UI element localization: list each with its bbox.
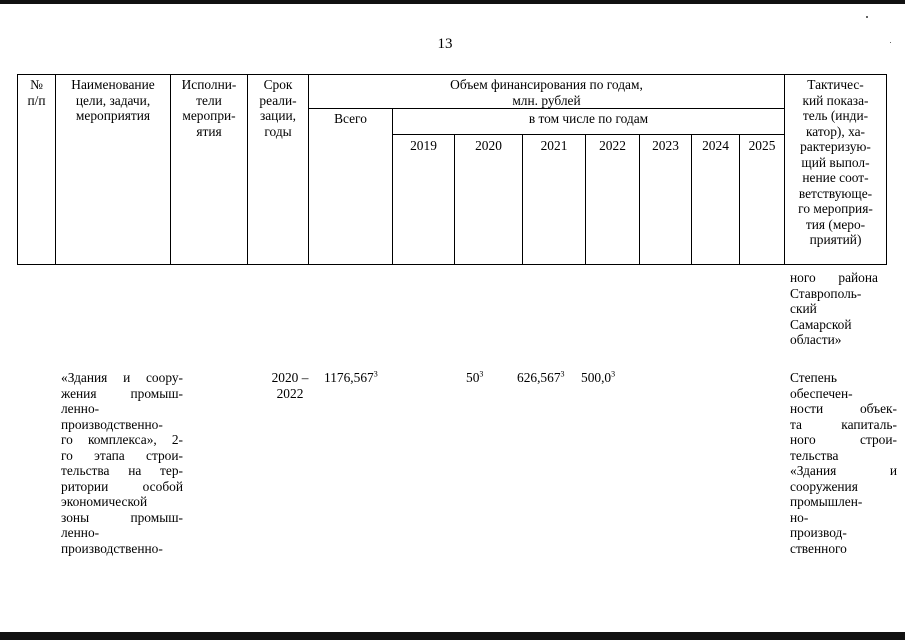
value: 50 xyxy=(466,370,480,385)
value: 1176,567 xyxy=(324,370,374,385)
value: 500,0 xyxy=(581,370,612,385)
text-line: тельства на тер- xyxy=(61,463,183,478)
activity-name xyxy=(61,370,183,556)
header-total: Всего xyxy=(334,111,367,126)
grid-line xyxy=(691,134,692,265)
activity-indicator xyxy=(790,370,897,556)
grid-line xyxy=(392,134,784,135)
header-year: 2023 xyxy=(652,138,679,153)
text-line: «Здания и xyxy=(790,463,897,478)
footnote-mark: 3 xyxy=(611,369,616,379)
funding-total xyxy=(324,370,378,386)
grid-line xyxy=(585,134,586,265)
header-name: Наименование цели, задачи, мероприятия xyxy=(71,77,155,123)
funding-2020 xyxy=(466,370,483,386)
header-executors: Исполни- тели меропри- ятия xyxy=(181,77,237,139)
text-line: Самарской xyxy=(790,316,852,332)
text-line: производственно- xyxy=(61,416,163,432)
table-header-grid xyxy=(17,74,887,265)
text-line: ленно- xyxy=(61,525,100,540)
header-year: 2025 xyxy=(748,138,776,153)
text-line: ности объек- xyxy=(790,401,897,416)
footnote-mark: 3 xyxy=(373,369,378,379)
grid-line xyxy=(308,108,784,109)
header-year: 2021 xyxy=(540,138,568,153)
text-line: тельства xyxy=(790,447,839,463)
text-line: ственного xyxy=(790,540,847,556)
header-year: 2024 xyxy=(702,138,729,153)
grid-line xyxy=(739,134,740,265)
text-line: зоны промыш- xyxy=(61,509,183,525)
header-including-years: в том числе по годам xyxy=(528,111,649,126)
funding-2022 xyxy=(581,370,615,386)
text-line: ленно- xyxy=(61,401,100,416)
scan-speck xyxy=(890,42,891,43)
header-funding: Объем финансирования по годам, млн. рублей xyxy=(450,77,643,108)
text-line: но- xyxy=(790,509,809,525)
text-line: та капиталь- xyxy=(790,416,897,432)
scan-speck xyxy=(866,16,868,18)
header-number: № п/п xyxy=(27,77,46,108)
text-line: обеспечен- xyxy=(790,385,853,401)
text-line: ский xyxy=(790,301,817,316)
text-line: го комплекса», 2- xyxy=(61,432,183,447)
text-line: жения промыш- xyxy=(61,385,183,401)
text-line: ного района xyxy=(790,270,878,285)
grid-line xyxy=(639,134,640,265)
activity-term xyxy=(268,370,312,401)
page-number: 13 xyxy=(437,36,453,52)
text-line: экономической xyxy=(61,494,148,509)
grid-line xyxy=(17,264,887,265)
text-line: Ставрополь- xyxy=(790,285,862,301)
text-line: ритории особой xyxy=(61,478,183,494)
header-year: 2020 xyxy=(475,138,502,153)
grid-line xyxy=(522,134,523,265)
grid-line xyxy=(392,108,393,265)
text-line: Степень xyxy=(790,370,837,385)
header-indicator: Тактичес- кий показа- тель (инди- катор), ха- рактеризую- щий выпол- нение соот- ветствующе- го мероприя- тия (меро- приятий) xyxy=(798,77,873,247)
grid-line xyxy=(886,74,887,265)
grid-line xyxy=(17,74,887,75)
grid-line xyxy=(454,134,455,265)
text-line: производственно- xyxy=(61,540,163,556)
header-term: Срок реали- зации, годы xyxy=(259,77,297,139)
text-line: го этапа строи- xyxy=(61,447,183,463)
value: 626,567 xyxy=(517,370,561,385)
header-year: 2019 xyxy=(410,138,437,153)
text-line: производ- xyxy=(790,525,847,540)
text-line: сооружения xyxy=(790,478,858,494)
indicator-continuation xyxy=(790,270,878,348)
funding-2021 xyxy=(517,370,565,386)
text-line: ного строи- xyxy=(790,432,897,447)
text-line: 2020 – xyxy=(271,370,309,385)
header-year: 2022 xyxy=(599,138,626,153)
scan-edge-top xyxy=(0,0,905,4)
footnote-mark: 3 xyxy=(560,369,565,379)
footnote-mark: 3 xyxy=(479,369,484,379)
text-line: 2022 xyxy=(276,385,304,401)
text-line: промышлен- xyxy=(790,494,863,509)
text-line: области» xyxy=(790,332,842,347)
scan-edge-bottom xyxy=(0,632,905,640)
text-line: «Здания и соору- xyxy=(61,370,183,385)
